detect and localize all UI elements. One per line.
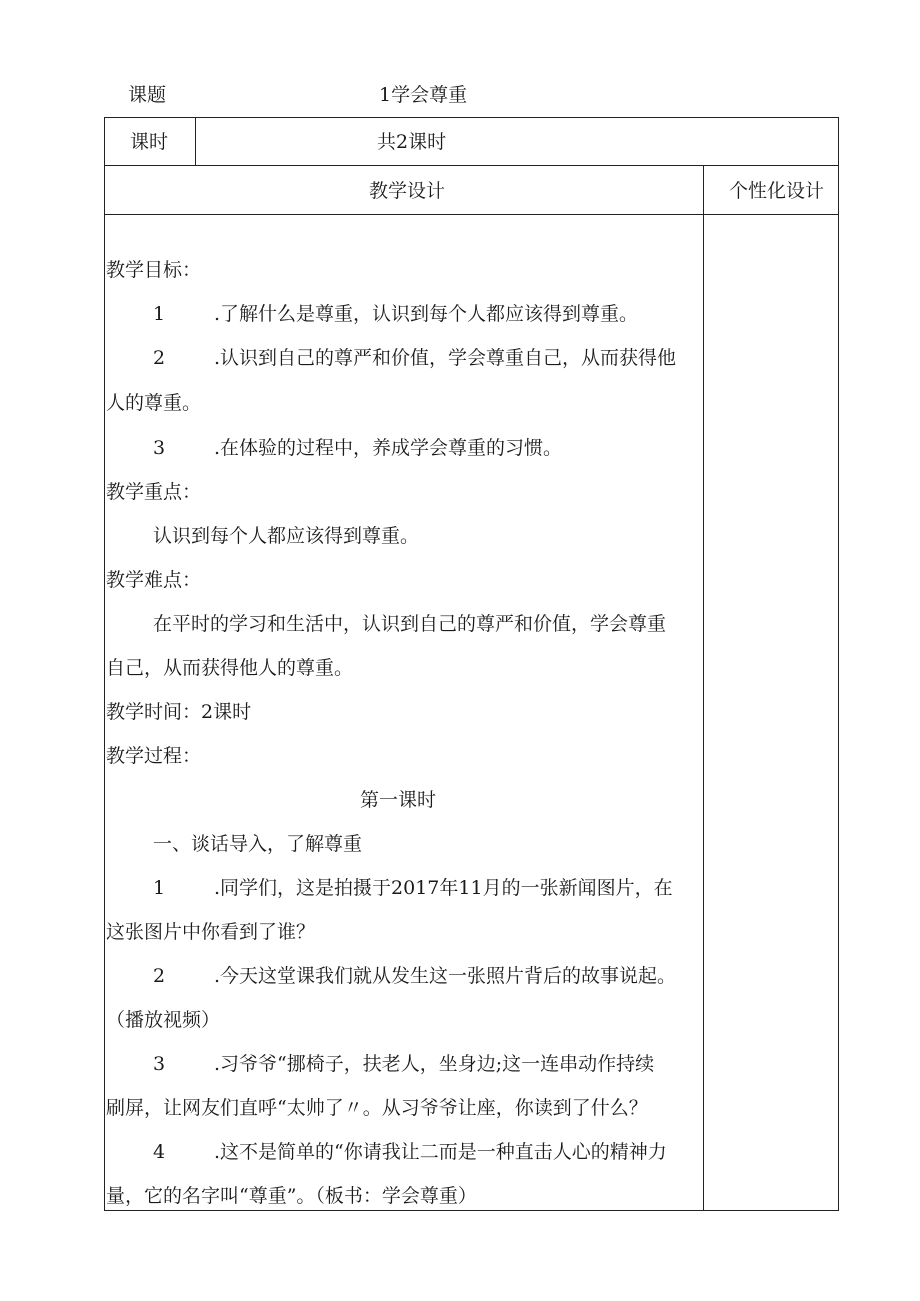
step-number: 4 bbox=[153, 1141, 166, 1163]
step-text-continued: 这张图片中你看到了谁？ bbox=[106, 921, 316, 943]
lesson-title: 第一课时 bbox=[360, 789, 437, 811]
table-divider-1 bbox=[104, 165, 839, 166]
section-title: 一、谈话导入，了解尊重 bbox=[153, 833, 363, 855]
step-number: 1 bbox=[153, 877, 166, 899]
key-points-text: 认识到每个人都应该得到尊重。 bbox=[153, 525, 420, 547]
process-heading: 教学过程： bbox=[106, 745, 202, 767]
column-header-personal: 个性化设计 bbox=[729, 180, 825, 202]
period-value: 共2课时 bbox=[377, 131, 447, 153]
table-divider-2 bbox=[104, 214, 839, 215]
step-text: .习爷爷“挪椅子，扶老人，坐身边;这一连串动作持续 bbox=[214, 1053, 655, 1075]
topic-value: 1学会尊重 bbox=[379, 84, 468, 106]
step-text: .同学们，这是拍摄于2017年11月的一张新闻图片，在 bbox=[214, 877, 673, 899]
teaching-time: 教学时间：2课时 bbox=[106, 701, 252, 723]
period-label: 课时 bbox=[130, 131, 169, 153]
step-number: 2 bbox=[153, 965, 166, 987]
step-text-continued: （播放视频） bbox=[106, 1009, 221, 1031]
period-cell-divider bbox=[195, 117, 196, 165]
goal-text: .认识到自己的尊严和价值，学会尊重自己，从而获得他 bbox=[214, 347, 677, 369]
goal-text: .在体验的过程中，养成学会尊重的习惯。 bbox=[214, 437, 563, 459]
goal-text: .了解什么是尊重，认识到每个人都应该得到尊重。 bbox=[214, 303, 639, 325]
step-text-continued: 刷屏，让网友们直呼“太帅了〃。从习爷爷让座，你读到了什么？ bbox=[106, 1097, 648, 1119]
table-border-bottom bbox=[104, 1210, 839, 1211]
goal-number: 2 bbox=[153, 347, 166, 369]
step-number: 3 bbox=[153, 1053, 166, 1075]
difficulty-text: 在平时的学习和生活中，认识到自己的尊严和价值，学会尊重 bbox=[153, 613, 667, 635]
goals-heading: 教学目标： bbox=[106, 259, 202, 281]
table-border-right bbox=[838, 117, 839, 1210]
step-text: .今天这堂课我们就从发生这一张照片背后的故事说起。 bbox=[214, 965, 677, 987]
step-text: .这不是简单的“你请我让二而是一种直击人心的精神力 bbox=[214, 1141, 667, 1163]
topic-label: 课题 bbox=[128, 84, 167, 106]
table-border-left bbox=[104, 117, 105, 1210]
table-border-top bbox=[104, 117, 839, 118]
column-header-design: 教学设计 bbox=[369, 180, 446, 202]
column-divider bbox=[703, 165, 704, 1210]
goal-text-continued: 人的尊重。 bbox=[106, 392, 202, 414]
difficulty-text-continued: 自己，从而获得他人的尊重。 bbox=[106, 657, 354, 679]
key-points-heading: 教学重点： bbox=[106, 481, 202, 503]
goal-number: 1 bbox=[153, 303, 166, 325]
difficulty-heading: 教学难点： bbox=[106, 569, 202, 591]
step-text-continued: 量，它的名字叫“尊重”。（板书：学会尊重） bbox=[106, 1185, 477, 1207]
goal-number: 3 bbox=[153, 437, 166, 459]
